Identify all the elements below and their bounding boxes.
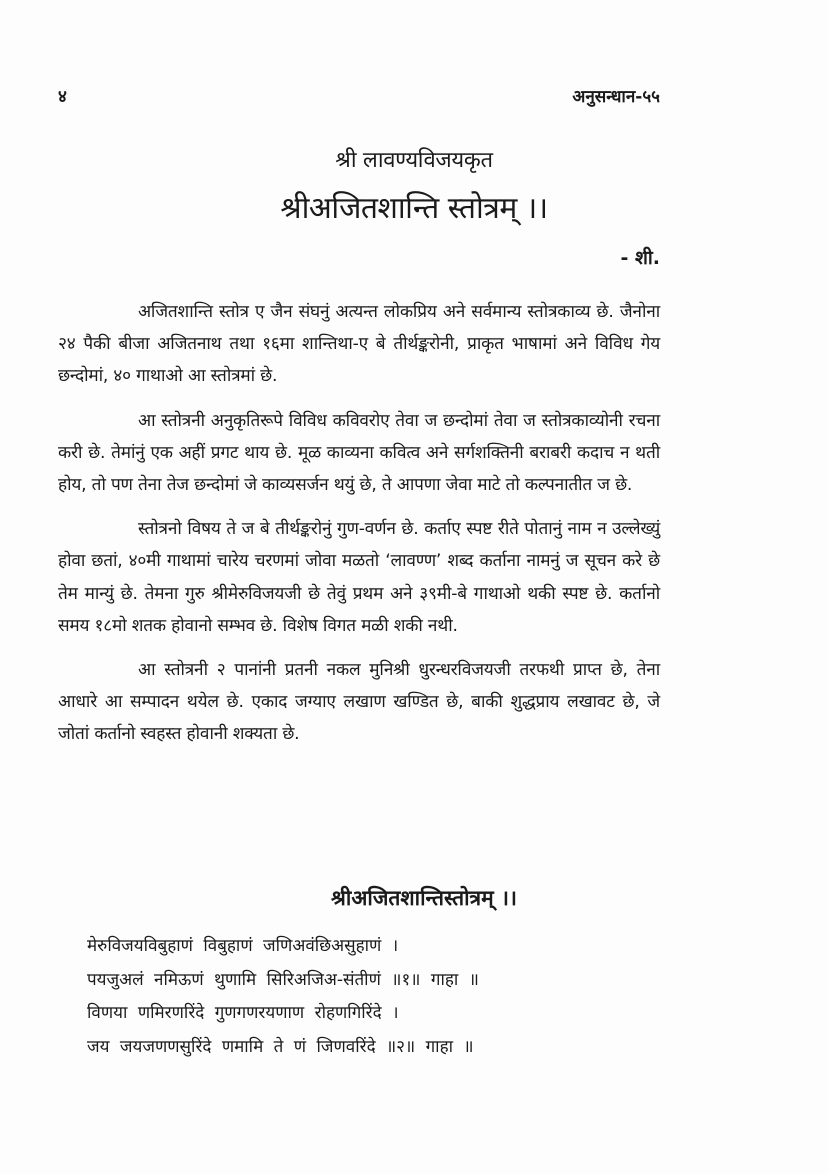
page-number: ४ bbox=[58, 87, 67, 107]
stotra-verses bbox=[87, 930, 479, 1064]
verse-line: पयजुअलं नमिऊणं थुणामि सिरिअजिअ-संतीणं ॥१॥ गाहा ॥ bbox=[87, 969, 479, 990]
verse-line: जय जयजणणसुरिंदे णमामि ते णं जिणवरिंदे ॥२॥ गाहा ॥ bbox=[87, 1036, 474, 1057]
author-subtitle: श्री लावण्यविजयकृत bbox=[335, 148, 493, 173]
verse-line: मेरुविजयविबुहाणं विबुहाणं जणिअवंछिअसुहाणं । bbox=[87, 936, 399, 956]
verse-line: विणया णमिरणरिंदे गुणगणरयणाण रोहणगिरिंदे । bbox=[87, 1003, 399, 1023]
paragraph: आ स्तोत्रनी अनुकृतिरूपे विविध कविवरोए तेवा ज छन्दोमां तेवा ज स्तोत्रकाव्योनी रचना करी छे. तेमांनुं एक अहीं प्रगट थाय छे. मूळ काव्यना कवित्व अने सर्गशक्तिनी बराबरी कदाच न थती होय, तो पण तेना तेज छन्दोमां जे काव्यसर्जन थयुं छे, ते आपणा जेवा माटे तो कल्पनातीत ज छे. bbox=[58, 410, 660, 496]
introduction bbox=[58, 296, 660, 763]
paragraph: आ स्तोत्रनी २ पानांनी प्रतनी नकल मुनिश्री धुरन्धरविजयजी तरफथी प्राप्त छे, तेना आधारे आ सम्पादन थयेल छे. एकाद जग्याए लखाण खण्डित छे, बाकी शुद्धप्राय लखावट छे, जे जोतां कर्तानो स्वहस्त होवानी शक्यता छे. bbox=[58, 660, 660, 745]
editor-byline: - शी. bbox=[620, 247, 660, 269]
running-head bbox=[58, 84, 660, 114]
page-title: श्रीअजितशान्ति स्तोत्रम् ।। bbox=[280, 191, 548, 226]
paragraph: अजितशान्ति स्तोत्र ए जैन संघनुं अत्यन्त लोकप्रिय अने सर्वमान्य स्तोत्रकाव्य छे. जैनोना २४ पैकी बीजा अजितनाथ तथा १६मा शान्तिथा-ए बे तीर्थङ्करोनी, प्राकृत भाषामां अने विविध गेय छन्दोमां, ४० गाथाओ आ स्तोत्रमां छे. bbox=[58, 302, 660, 387]
journal-name: अनुसन्धान-५५ bbox=[572, 87, 660, 107]
paragraph: स्तोत्रनो विषय ते ज बे तीर्थङ्करोनुं गुण-वर्णन छे. कर्ताए स्पष्ट रीते पोतानुं नाम न उल्लेख्युं होवा छतां, ४०मी गाथामां चारेय चरणमां जोवा मळतो ‘लावण्ण’ शब्द कर्ताना नामनुं ज सूचन करे छे तेम मान्युं छे. तेमना गुरु श्रीमेरुविजयजी छे तेवुं प्रथम अने ३९मी-बे गाथाओ थकी स्पष्ट छे. कर्तानो समय १८मो शतक होवानो सम्भव छे. विशेष विगत मळी शकी नथी. bbox=[58, 519, 660, 636]
stotra-title: श्रीअजितशान्तिस्तोत्रम् ।। bbox=[331, 886, 517, 910]
